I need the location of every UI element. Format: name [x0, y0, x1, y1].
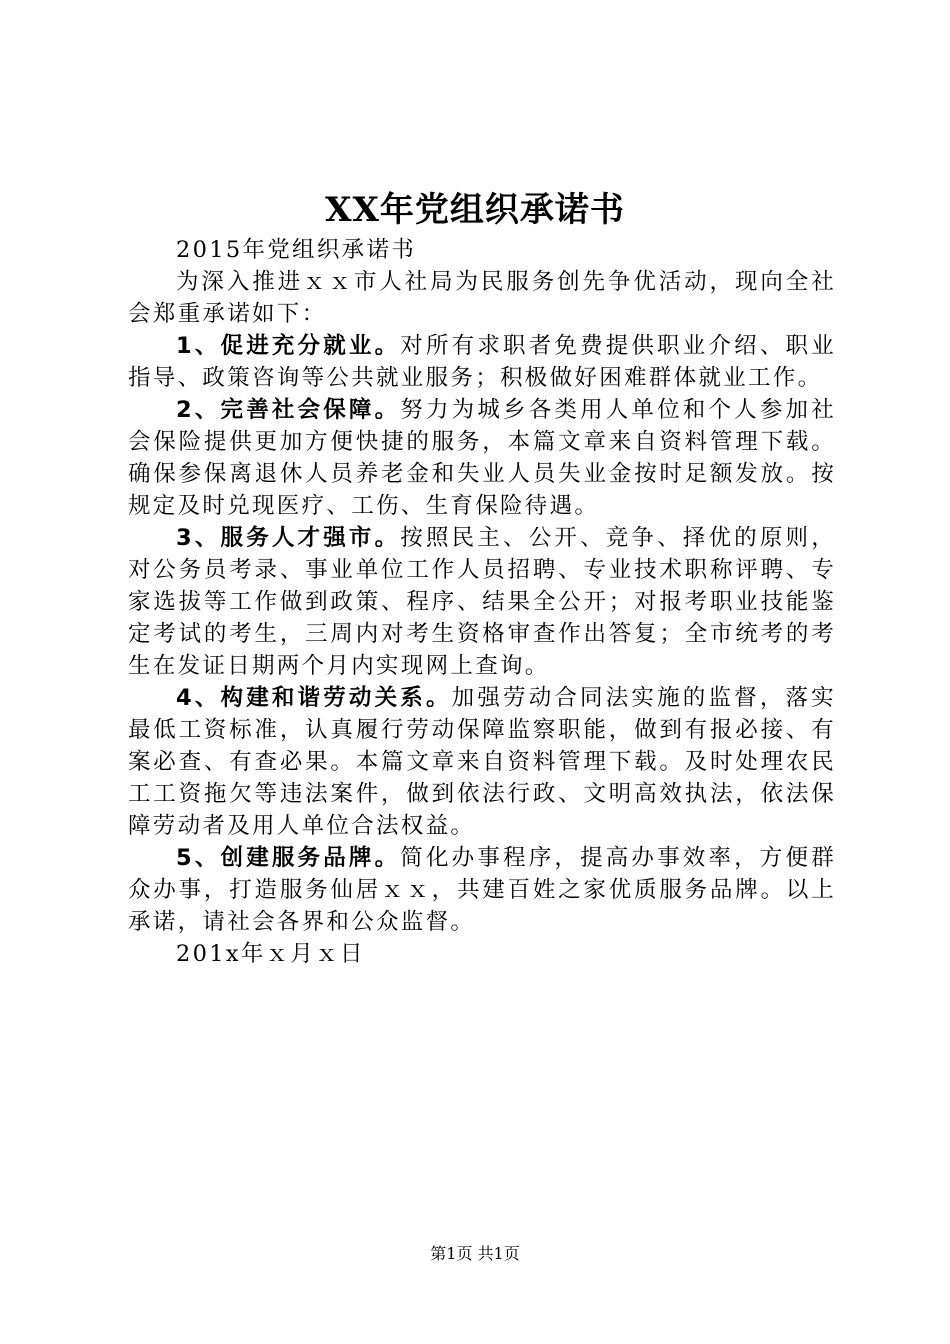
commitment-text: 对所有求职者免费提供职业介绍、职业指导、政策咨询等公共就业服务；积极做好困难群体就业工作。	[128, 333, 836, 391]
commitment-heading: 5、创建服务品牌。	[176, 845, 401, 871]
page-number-footer: 第1页 共1页	[430, 1244, 520, 1263]
commitment-text: 按照民主、公开、竞争、择优的原则，对公务员考录、事业单位工作人员招聘、专业技术职称评聘、专家选拔等工作做到政策、程序、结果全公开；对报考职业技能鉴定考试的考生，三周内对考生资格审查作出答复；全市统考的考生在发证日期两个月内实现网上查询。	[128, 525, 836, 679]
commitment-heading: 1、促进充分就业。	[176, 333, 401, 359]
commitment-item-3	[128, 522, 836, 682]
document-title: XX年党组织承诺书	[325, 190, 625, 230]
subtitle-paragraph: 2015年党组织承诺书	[176, 237, 417, 263]
commitment-item-5	[128, 842, 836, 938]
date-line: 201x年ｘ月ｘ日	[176, 941, 365, 967]
commitment-text: 简化办事程序，提高办事效率，方便群众办事，打造服务仙居ｘｘ，共建百姓之家优质服务品牌。以上承诺，请社会各界和公众监督。	[128, 845, 836, 935]
document-body	[128, 234, 836, 970]
intro-paragraph: 为深入推进ｘｘ市人社局为民服务创先争优活动，现向全社会郑重承诺如下：	[128, 269, 836, 327]
commitment-item-4	[128, 682, 836, 842]
commitment-text: 加强劳动合同法实施的监督，落实最低工资标准，认真履行劳动保障监察职能，做到有报必接、有案必查、有查必果。本篇文章来自资料管理下载。及时处理农民工工资拖欠等违法案件，做到依法行政、文明高效执法，依法保障劳动者及用人单位合法权益。	[128, 685, 836, 839]
commitment-text: 努力为城乡各类用人单位和个人参加社会保险提供更加方便快捷的服务，本篇文章来自资料管理下载。确保参保离退休人员养老金和失业人员失业金按时足额发放。按规定及时兑现医疗、工伤、生育保险待遇。	[128, 397, 836, 519]
commitment-heading: 3、服务人才强市。	[176, 525, 401, 551]
commitment-item-2	[128, 394, 836, 522]
commitment-heading: 2、完善社会保障。	[176, 397, 401, 423]
commitment-item-1	[128, 330, 836, 394]
commitment-heading: 4、构建和谐劳动关系。	[176, 685, 452, 711]
